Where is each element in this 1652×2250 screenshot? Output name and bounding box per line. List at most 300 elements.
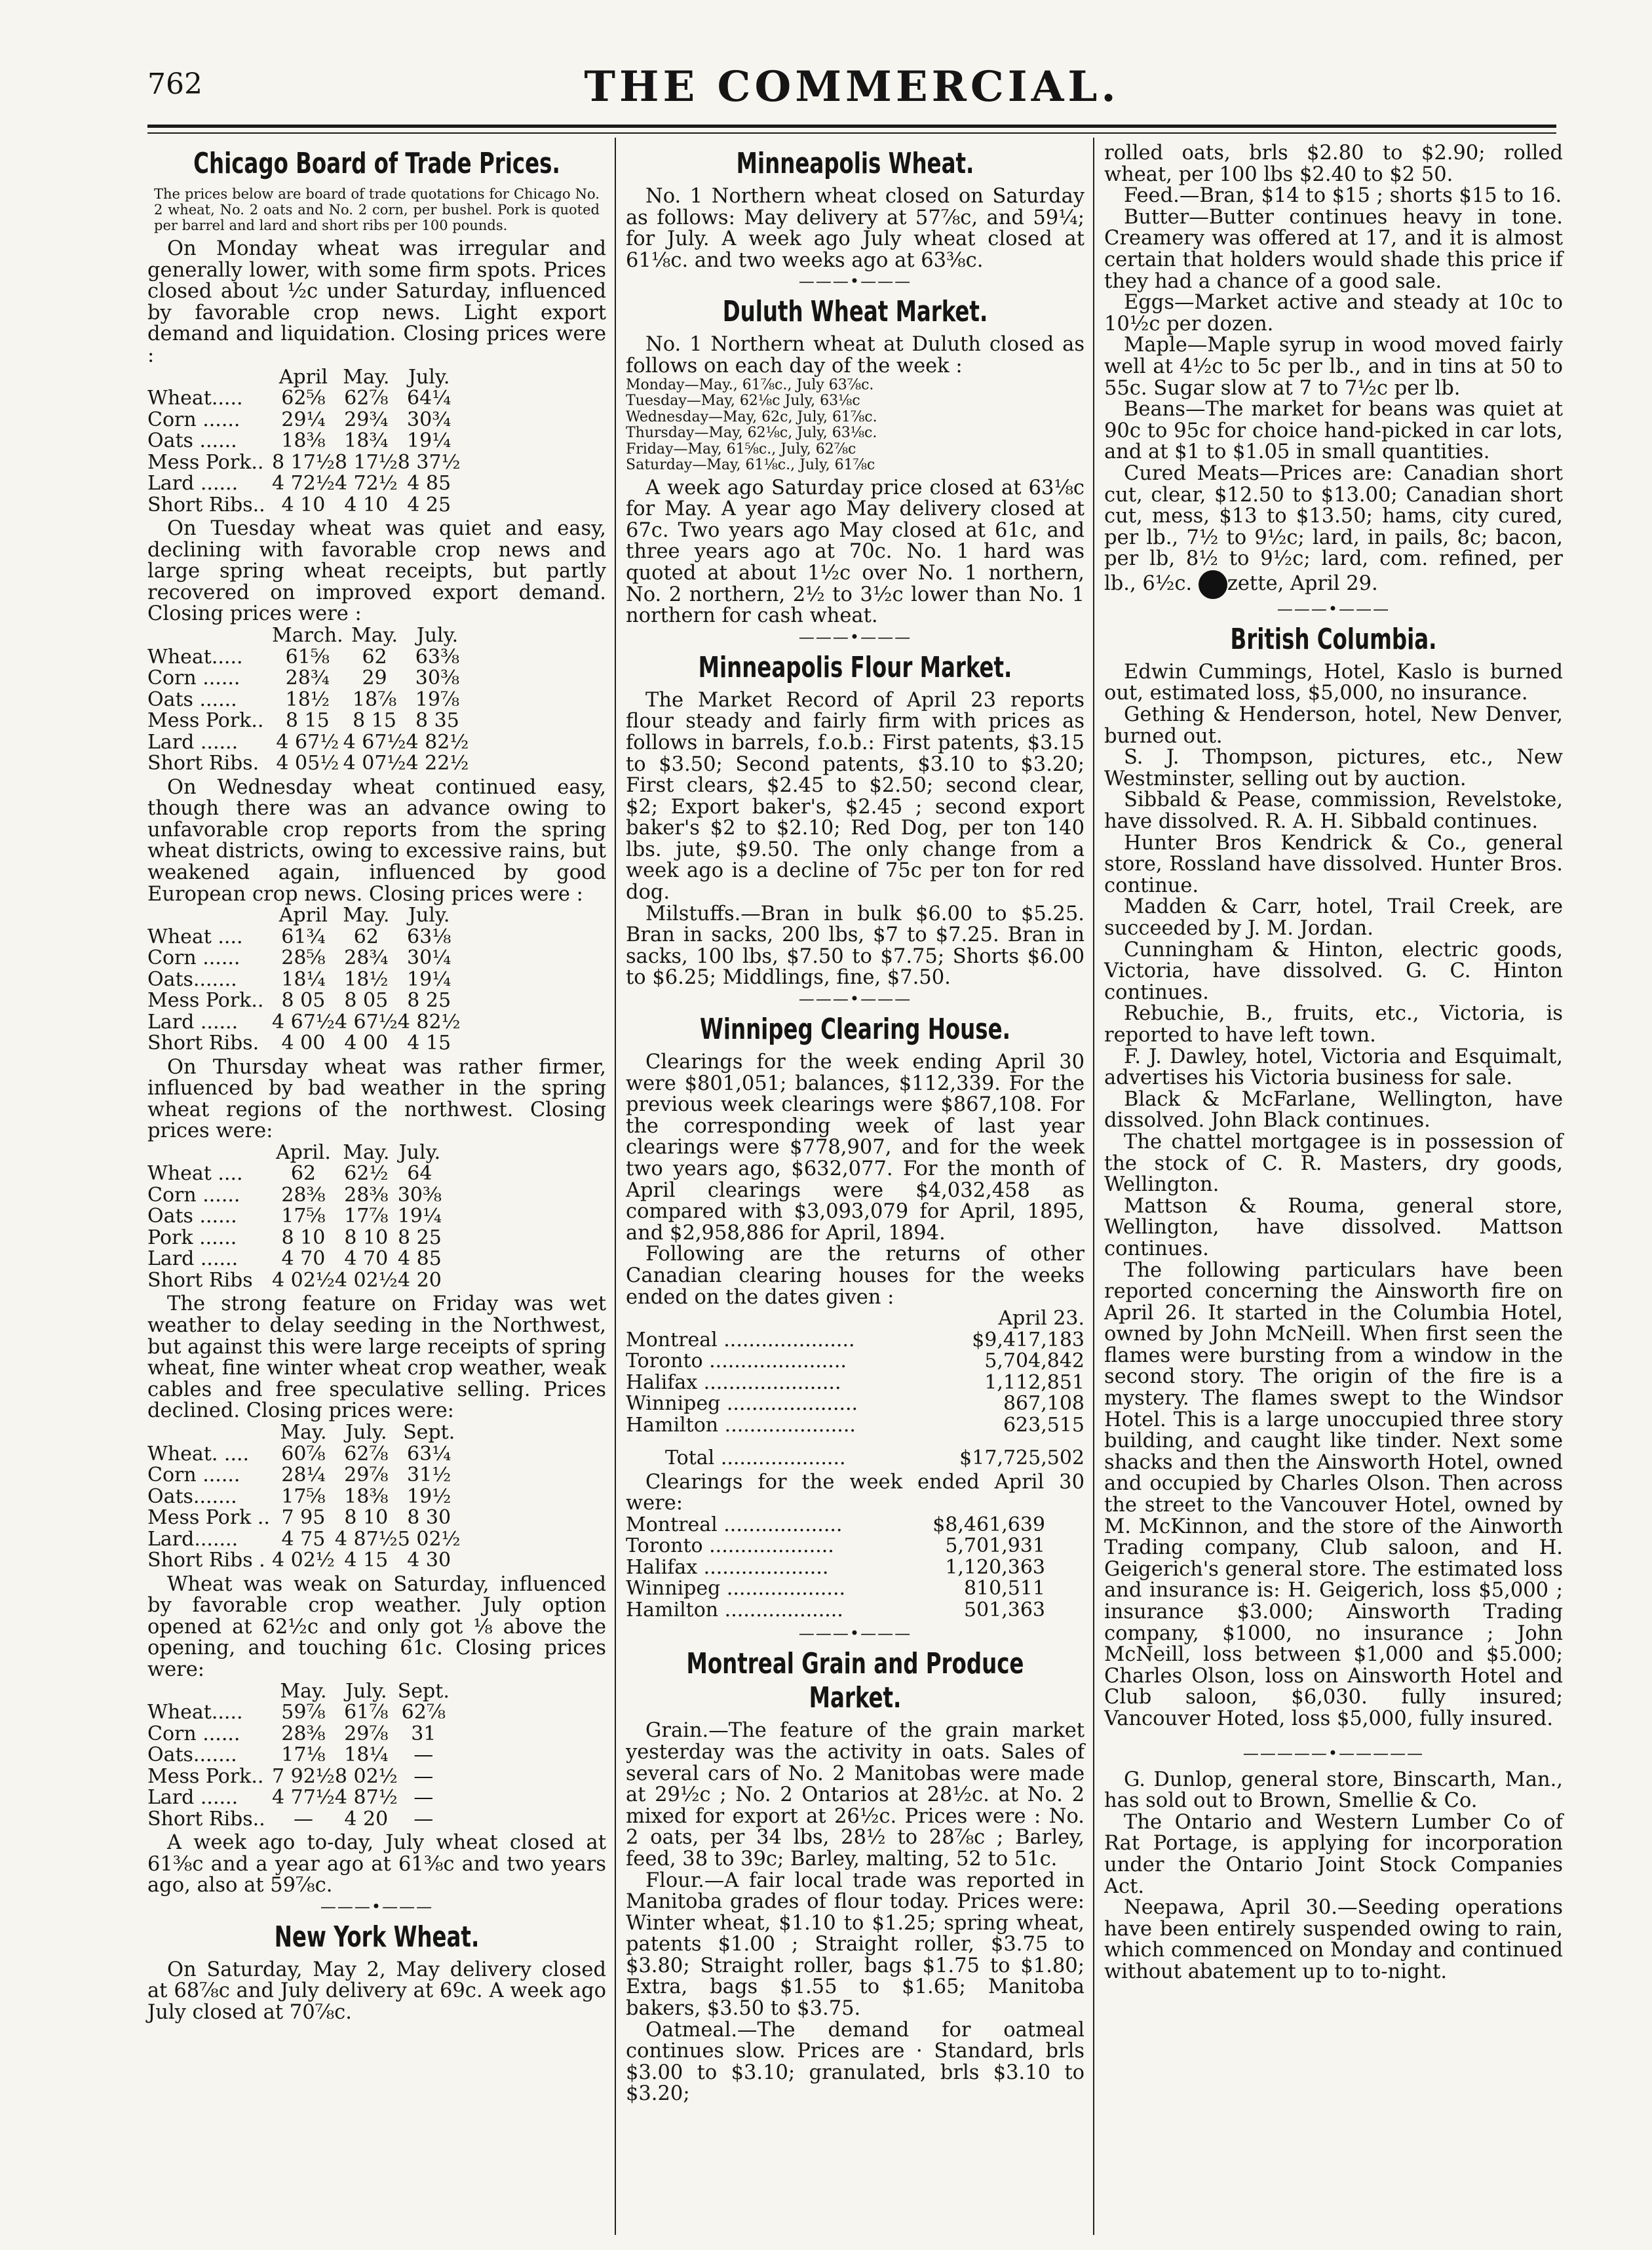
commodity-label: Corn ...... xyxy=(147,1464,240,1487)
table-row xyxy=(626,1536,1045,1557)
table-row xyxy=(626,1415,1085,1437)
chicago-thursday: On Thursday wheat was rather firmer, influenced by bad weather in the spring wheat regions of the northwest. Closing prices were: xyxy=(147,1055,606,1143)
price-cell: 19¼ xyxy=(397,1205,442,1228)
price-cell: 8 02½ xyxy=(334,1764,398,1788)
city-label: Winnipeg ................... xyxy=(626,1577,846,1600)
price-cell: 4 05½ xyxy=(276,752,339,775)
table-row xyxy=(626,1372,1085,1394)
flour-text-1: The Market Record of April 23 reports flour steady and fairly firm with prices as follows in barrels, f.o.b.: First patents, $3.15 to $3.50; Second patents, $3.10 to $3.20; First clears, $2.45 to $2.50; second clear, $2; Export baker's, $2.45 ; second export baker's $2 to $2.10; Red Dog, per ton 140 lbs. jute, $9.50. The only change from a week ago is a decline of 75c per ton for red dog. xyxy=(626,688,1085,904)
table-row xyxy=(147,1465,461,1486)
city-label: Hamilton ..................... xyxy=(626,1413,856,1437)
table-column-header: April. xyxy=(275,1140,331,1164)
clearings-date: April 23. xyxy=(998,1307,1085,1330)
separator-ornament: ———•——— xyxy=(798,627,912,646)
table-row xyxy=(147,1766,450,1788)
price-cell: 8 10 xyxy=(344,1506,389,1530)
bc-heading: British Columbia. xyxy=(1230,622,1437,656)
price-cell: 8 10 xyxy=(344,1226,389,1249)
montreal-oatmeal: Oatmeal.—The demand for oatmeal continues slow. Prices are · Standard, brls $3.00 to $3.10; granulated, brls $3.10 to $3.20; xyxy=(626,2018,1085,2106)
price-cell: 29 xyxy=(362,667,387,690)
news-item: Rebuchie, B., fruits, etc., Victoria, is reported to have left town. xyxy=(1104,1002,1563,1047)
chicago-table-thursday xyxy=(147,1142,442,1292)
price-cell: 61¾ xyxy=(281,925,326,948)
news-item: Hunter Bros Kendrick & Co., general store, Rossland have dissolved. Hunter Bros. continue. xyxy=(1104,831,1563,897)
price-cell: 19¼ xyxy=(407,967,451,991)
table-column-header: July. xyxy=(345,1421,387,1445)
table-row xyxy=(147,1249,442,1270)
feed-text: Feed.—Bran, $14 to $15 ; shorts $15 to 16. xyxy=(1124,184,1562,208)
flour-heading: Minneapolis Flour Market. xyxy=(698,650,1012,684)
table-row xyxy=(626,1351,1085,1372)
table-row xyxy=(147,431,461,452)
clearing-amount: 867,108 xyxy=(1003,1392,1085,1416)
separator-ornament: ———•——— xyxy=(798,990,912,1009)
table-column-header: July. xyxy=(345,1679,387,1703)
price-cell: 4 72½ xyxy=(334,472,398,495)
table-row xyxy=(147,1550,461,1572)
montreal-heading: Montreal Grain and Produce Market. xyxy=(686,1647,1024,1715)
price-cell: 4 70 xyxy=(344,1247,389,1271)
masthead-rule-thin xyxy=(147,132,1556,134)
price-cell: 28⅝ xyxy=(281,946,326,970)
price-cell: 4 30 xyxy=(407,1549,451,1572)
clearings-table-april-30 xyxy=(626,1515,1045,1621)
price-cell: 8 10 xyxy=(281,1226,326,1249)
duluth-heading: Duluth Wheat Market. xyxy=(722,295,988,329)
price-cell: 28¾ xyxy=(285,667,330,690)
table-row xyxy=(147,1270,442,1292)
commodity-label: Short Ribs.. xyxy=(147,493,265,516)
city-label: Montreal ................... xyxy=(626,1513,843,1536)
commodity-label: Corn ...... xyxy=(147,408,240,431)
price-cell: 18¼ xyxy=(344,1743,389,1766)
table-row xyxy=(147,1185,442,1207)
clearing-amount: 501,363 xyxy=(963,1598,1045,1621)
price-cell: — xyxy=(413,1786,434,1809)
table-row xyxy=(147,689,469,711)
clearings-table-april-23 xyxy=(626,1308,1085,1469)
chicago-friday: The strong feature on Friday was wet weather to delay seeding in the Northwest, but against this were large receipts of spring wheat, fine winter wheat crop weather, weak cables and free speculative selling. Prices declined. Closing prices were: xyxy=(147,1292,606,1423)
winnipeg-heading: Winnipeg Clearing House. xyxy=(700,1013,1010,1047)
price-cell: 17⅝ xyxy=(281,1484,326,1508)
price-cell: 4 02½ xyxy=(272,1268,335,1292)
table-row xyxy=(147,1529,461,1551)
table-row xyxy=(626,1515,1045,1536)
table-row xyxy=(147,1444,461,1465)
price-cell: 31 xyxy=(411,1722,436,1745)
meats-text xyxy=(1104,463,1563,599)
commodity-label: Lard ...... xyxy=(147,1010,239,1034)
news-item: F. J. Dawley, hotel, Victoria and Esquimalt, advertises his Victoria business for sale. xyxy=(1104,1045,1563,1090)
news-item: The Ontario and Western Lumber Co of Rat Portage, is applying for incorporation under the Ontario Joint Stock Companies Act. xyxy=(1104,1810,1563,1898)
price-cell: 61⅝ xyxy=(285,645,330,669)
price-cell: 4 77½ xyxy=(272,1786,335,1809)
commodity-label: Oats ...... xyxy=(147,429,237,453)
price-cell: 4 87½ xyxy=(334,1786,398,1809)
price-cell: 4 82½ xyxy=(406,730,469,754)
commodity-label: Oats....... xyxy=(147,1743,237,1766)
clearing-amount: 5,701,931 xyxy=(945,1534,1045,1558)
price-cell: 19⅞ xyxy=(415,688,460,711)
price-cell: 8 17½ xyxy=(334,450,398,474)
commodity-label: Mess Pork.. xyxy=(147,450,264,474)
commodity-label: Wheat..... xyxy=(147,387,243,410)
table-column-header: May. xyxy=(343,1140,390,1164)
price-cell: 62 xyxy=(362,645,387,669)
newyork-text: On Saturday, May 2, May delivery closed at 68⅞c and July delivery at 69c. A week ago July closed at 70⅞c. xyxy=(147,1958,606,2024)
city-label: Toronto .................... xyxy=(626,1534,834,1558)
price-cell: 18½ xyxy=(285,688,330,711)
price-cell: 18¾ xyxy=(344,429,389,453)
table-column-header: July. xyxy=(416,624,459,648)
news-item: S. J. Thompson, pictures, etc., New Westminster, selling out by auction. xyxy=(1104,746,1563,790)
commodity-label: Lard ...... xyxy=(147,472,239,495)
montreal-flour: Flour.—A fair local trade was reported in Manitoba grades of flour today. Prices were: Winter wheat, $1.10 to $1.25; spring wheat, patents $1.00 ; Straight roller, $3.75 to $3.80; Straight roller, bags $1.75 to $1.80; Extra, bags $1.55 to $1.65; Manitoba bakers, $3.50 to $3.75. xyxy=(626,1869,1085,2021)
table-column-header: May. xyxy=(351,624,398,648)
table-column-header: April xyxy=(279,904,328,927)
winnipeg-text-3: Clearings for the week ended April 30 were: xyxy=(626,1470,1085,1515)
commodity-label: Corn ...... xyxy=(147,1183,240,1207)
price-cell: 8 15 xyxy=(285,709,330,733)
duluth-text: A week ago Saturday price closed at 63⅛c for May. A year ago May delivery closed at 67c. Two years ago May closed at 61c, and three years ago at 70c. No. 1 hard was quoted at about 1½c over No. 1 northern, No. 2 northern, 2½ to 3½c lower than No. 1 northern for cash wheat. xyxy=(626,476,1085,628)
price-cell: 8 37½ xyxy=(397,450,461,474)
commodity-label: Lard ...... xyxy=(147,1247,239,1271)
eggs-text: Eggs—Market active and steady at 10c to 10½c per dozen. xyxy=(1104,291,1563,336)
price-cell: — xyxy=(293,1807,313,1831)
commodity-label: Short Ribs. xyxy=(147,1032,259,1055)
table-column-header: May. xyxy=(343,365,390,389)
price-cell: 4 15 xyxy=(407,1032,451,1055)
butter-text: Butter—Butter continues heavy in tone. Creamery was offered at 17, and it is almost certain that holders would shade this price if they had a chance of a good sale. xyxy=(1104,205,1563,293)
news-item: The chattel mortgagee is in possession of the stock of C. R. Masters, dry goods, Wellington. xyxy=(1104,1130,1563,1197)
price-cell: 62 xyxy=(353,925,379,948)
commodity-label: Lard....... xyxy=(147,1527,239,1551)
commodity-label: Short Ribs . xyxy=(147,1549,265,1572)
price-cell: 28⅜ xyxy=(344,1183,389,1207)
price-cell: 29¼ xyxy=(281,408,326,431)
price-cell: 4 15 xyxy=(344,1549,389,1572)
price-cell: 4 20 xyxy=(344,1807,389,1831)
table-row xyxy=(147,1787,450,1809)
minneapolis-heading: Minneapolis Wheat. xyxy=(736,147,974,180)
price-cell: 4 22½ xyxy=(406,752,469,775)
price-cell: 63¼ xyxy=(407,1442,451,1465)
clearings-total: $17,725,502 xyxy=(959,1446,1085,1470)
winnipeg-text-2: Following are the returns of other Canadian clearing houses for the weeks ended on the dates given : xyxy=(626,1243,1085,1309)
price-cell: 62⅞ xyxy=(344,1442,389,1465)
column-2 xyxy=(626,143,1085,2105)
price-cell: 62⅝ xyxy=(281,387,326,410)
price-cell: 18⅞ xyxy=(352,688,397,711)
price-cell: 4 10 xyxy=(281,493,326,516)
city-label: Toronto ...................... xyxy=(626,1349,847,1373)
table-row xyxy=(147,410,461,431)
price-cell: 28¾ xyxy=(344,946,389,970)
table-row xyxy=(147,647,469,669)
masthead-rule-thick xyxy=(147,125,1556,128)
price-cell: 4 82½ xyxy=(397,1010,461,1034)
table-row xyxy=(147,948,461,969)
price-cell: 19¼ xyxy=(407,429,451,453)
table-row xyxy=(147,1809,450,1831)
clearing-amount: 810,511 xyxy=(963,1577,1045,1600)
commodity-label: Mess Pork.. xyxy=(147,709,264,733)
price-cell: 4 75 xyxy=(281,1527,326,1551)
column-1 xyxy=(147,143,606,2024)
commodity-label: Short Ribs.. xyxy=(147,1807,265,1831)
separator-ornament: ———•——— xyxy=(798,1624,912,1643)
price-cell: 61⅞ xyxy=(344,1701,389,1724)
clearing-amount: $9,417,183 xyxy=(972,1328,1085,1351)
clearing-amount: 623,515 xyxy=(1003,1413,1085,1437)
commodity-label: Oats....... xyxy=(147,967,237,991)
commodity-label: Oats ...... xyxy=(147,688,237,711)
price-cell: 28⅜ xyxy=(281,1722,326,1745)
table-row xyxy=(147,668,469,689)
clearings-total-label: Total .................... xyxy=(665,1446,846,1470)
news-item: Neepawa, April 30.—Seeding operations have been entirely suspended owing to rain, which commenced on Monday and continued without abatement up to to-night. xyxy=(1104,1896,1563,1983)
price-cell: 19½ xyxy=(407,1484,451,1508)
table-column-header: May. xyxy=(343,904,390,927)
duluth-intro: No. 1 Northern wheat at Duluth closed as follows on each day of the week : xyxy=(626,333,1085,378)
price-cell: 18¼ xyxy=(281,967,326,991)
price-cell: 5 02½ xyxy=(397,1527,461,1551)
meats-source: zette, April 29. xyxy=(1227,572,1378,595)
price-cell: 4 07½ xyxy=(343,752,406,775)
winnipeg-text-1: Clearings for the week ending April 30 were $801,051; balances, $112,339. For the previous week clearings were $867,108. For the corresponding week of last year clearings were $778,907, and for the week two years ago, $632,077. For the month of April clearings were $4,032,458 as compared with $3,093,079 for April, 1895, and $2,958,886 for April, 1894. xyxy=(626,1051,1085,1245)
table-row xyxy=(147,732,469,754)
chicago-saturday: Wheat was weak on Saturday, influenced by favorable crop weather. July option opened at 62½c and only got ⅛ above the opening, and touching 61c. Closing prices were: xyxy=(147,1572,606,1681)
price-cell: 4 67½ xyxy=(334,1010,398,1034)
masthead xyxy=(147,62,1556,121)
separator-ornament: —————•————— xyxy=(1242,1743,1425,1762)
price-cell: 4 02½ xyxy=(334,1268,398,1292)
price-cell: 4 67½ xyxy=(276,730,339,754)
price-cell: 62 xyxy=(290,1162,317,1186)
news-item: Gething & Henderson, hotel, New Denver, burned out. xyxy=(1104,703,1563,748)
chicago-table-friday xyxy=(147,1422,461,1572)
price-cell: 4 25 xyxy=(407,493,451,516)
city-label: Halifax ...................... xyxy=(626,1370,841,1394)
duluth-daily-line: Friday—May, 61⅝c., July, 62⅞c xyxy=(626,440,856,457)
table-row xyxy=(147,452,461,474)
table-row xyxy=(147,495,461,516)
montreal-grain: Grain.—The feature of the grain market yesterday was the activity in oats. Sales of several cars of No. 2 Manitobas were made at 29½c ; No. 2 Ontarios at 28½c. at No. 2 mixed for export at 26½c. Prices were : No. 2 oats, per 34 lbs, 28½ to 28⅞c ; Barley, feed, 38 to 39c; Barley, malting, 52 to 51c. xyxy=(626,1719,1085,1871)
bc-items xyxy=(1104,662,1563,1730)
chicago-table-wednesday xyxy=(147,905,461,1055)
table-row xyxy=(147,1745,450,1766)
commodity-label: Corn ...... xyxy=(147,667,240,690)
price-cell: 17⅛ xyxy=(281,1743,326,1766)
commodity-label: Oats....... xyxy=(147,1484,237,1508)
column-divider-2 xyxy=(1093,138,1094,2235)
city-label: Montreal ..................... xyxy=(626,1328,855,1351)
commodity-label: Mess Pork.. xyxy=(147,989,264,1013)
price-cell: 28¼ xyxy=(281,1464,326,1487)
separator-ornament: ———•——— xyxy=(1277,599,1391,618)
table-row xyxy=(147,710,469,732)
commodity-label: Pork ...... xyxy=(147,1226,237,1249)
commodity-label: Mess Pork.. xyxy=(147,1764,264,1788)
city-label: Halifax .................... xyxy=(626,1555,829,1579)
chicago-table-monday xyxy=(147,367,461,516)
separator-ornament: ———•——— xyxy=(320,1897,434,1916)
commodity-label: Lard ...... xyxy=(147,1786,239,1809)
table-row xyxy=(147,1702,450,1724)
price-cell: 31½ xyxy=(407,1464,451,1487)
price-cell: 30¾ xyxy=(407,408,451,431)
price-cell: 4 72½ xyxy=(272,472,335,495)
commodity-label: Short Ribs. xyxy=(147,752,259,775)
minneapolis-text: No. 1 Northern wheat closed on Saturday as follows: May delivery at 57⅞c, and 59¼; for July. A week ago July wheat closed at 61⅛c. and two weeks ago at 63⅜c. xyxy=(626,185,1085,272)
price-cell: — xyxy=(413,1764,434,1788)
table-row xyxy=(626,1600,1045,1621)
flour-text-2: Milstuffs.—Bran in bulk $6.00 to $5.25. Bran in sacks, 200 lbs, $7 to $7.25. Bran in sacks, 100 lbs, $7.50 to $7.75; Shorts $6.00 to $6.25; Middlings, fine, $7.50. xyxy=(626,902,1085,990)
table-row xyxy=(626,1578,1045,1600)
commodity-label: Mess Pork .. xyxy=(147,1506,270,1530)
clearing-amount: 5,704,842 xyxy=(984,1349,1085,1373)
commodity-label: Wheat .... xyxy=(147,1162,243,1186)
chicago-heading: Chicago Board of Trade Prices. xyxy=(193,147,560,180)
page-number: 762 xyxy=(147,68,202,101)
table-row xyxy=(147,753,469,775)
price-cell: 62⅞ xyxy=(344,387,389,410)
chicago-monday: On Monday wheat was irregular and generally lower, with some firm spots. Prices closed about ½c under Saturday, influenced by favorable crop news. Light export demand and liquidation. Closing prices were : xyxy=(147,237,606,367)
separator-ornament: ———•——— xyxy=(798,272,912,291)
price-cell: 4 67½ xyxy=(272,1010,335,1034)
column-3 xyxy=(1104,143,1563,1983)
price-cell: 4 20 xyxy=(397,1268,442,1292)
duluth-daily-line: Tuesday—May, 62⅛c July, 63⅛c xyxy=(626,393,860,410)
price-cell: 30¼ xyxy=(407,946,451,970)
price-cell: 59⅞ xyxy=(281,1701,326,1724)
table-row xyxy=(147,1724,450,1745)
price-cell: — xyxy=(413,1743,434,1766)
table-row xyxy=(147,388,461,410)
chicago-tuesday: On Tuesday wheat was quiet and easy, declining with favorable crop news and large spring wheat receipts, but partly recovered on improved export demand. Closing prices were : xyxy=(147,517,606,626)
price-cell: 18½ xyxy=(344,967,389,991)
price-cell: 64¼ xyxy=(407,387,451,410)
price-cell: 4 70 xyxy=(281,1247,326,1271)
beans-text: Beans—The market for beans was quiet at 90c to 95c for choice hand-picked in car lots, and at $1 to $1.05 in small quantities. xyxy=(1104,398,1563,464)
price-cell: 18⅜ xyxy=(344,1484,389,1508)
table-column-header: July. xyxy=(398,1140,441,1164)
table-column-header: May. xyxy=(280,1679,327,1703)
price-cell: 29¾ xyxy=(344,408,389,431)
duluth-daily-prices xyxy=(626,378,1085,474)
table-row xyxy=(147,990,461,1012)
commodity-label: Oats ...... xyxy=(147,1205,237,1228)
price-cell: 8 17½ xyxy=(272,450,335,474)
price-cell: 30⅜ xyxy=(415,667,460,690)
commodity-label: Lard ...... xyxy=(147,730,239,754)
price-cell: 63⅜ xyxy=(415,645,460,669)
price-cell: — xyxy=(413,1807,434,1831)
meats-body: Cured Meats—Prices are: Canadian short cut, clear, $12.50 to $13.00; Canadian short cut, mess, $13 to $13.50; hams, city cured, per lb., 7½ to 9½c; lard, in pails, 8c; bacon, per lb, 8½ to 9½c; lard, com. refined, per lb., 6½c. xyxy=(1104,461,1563,595)
price-cell: 62½ xyxy=(344,1162,389,1186)
table-row xyxy=(147,969,461,991)
price-cell: 4 10 xyxy=(344,493,389,516)
price-cell: 7 95 xyxy=(281,1506,326,1530)
news-item: Cunningham & Hinton, electric goods, Victoria, have dissolved. G. C. Hinton continues. xyxy=(1104,938,1563,1004)
table-column-header: July. xyxy=(408,904,450,927)
chicago-table-saturday xyxy=(147,1681,450,1831)
price-cell: 30⅜ xyxy=(397,1183,442,1207)
price-cell: 4 87½ xyxy=(334,1527,398,1551)
news-item: Mattson & Rouma, general store, Wellington, have dissolved. Mattson continues. xyxy=(1104,1194,1563,1260)
table-row xyxy=(147,1012,461,1034)
table-row xyxy=(147,1486,461,1508)
clearing-amount: 1,120,363 xyxy=(945,1555,1045,1579)
price-cell: 28⅜ xyxy=(281,1183,326,1207)
news-item: The following particulars have been reported concerning the Ainsworth fire on April 26. It started in the Columbia Hotel, owned by John McNeill. When first seen the flames were bursting from a window in the second story. The origin of the fire is a mystery. The flames swept to the Windsor Hotel. This is a large unoccupied three story building, and caught like tinder. Next some shacks and then the Ainsworth Hotel, owned and occupied by Charles Olson. Then across the street to the Vancouver Hotel, owned by M. McKinnon, and the store of the Ainworth Trading company, Club saloon, and H. Geigerich's general store. The estimated loss and insurance is: H. Geigerich, loss $5,000 ; insurance $3.000; Ainsworth Trading company, $1000, no insurance ; John McNeill, loss between $1,000 and $5.000; Charles Olson, loss on Ainsworth Hotel and Club saloon, $6,030. fully insured; Vancouver Hoted, loss $5,000, fully insured. xyxy=(1104,1258,1563,1730)
montreal-continued: rolled oats, brls $2.80 to $2.90; rolled wheat, per 100 lbs $2.40 to $2 50. xyxy=(1104,142,1563,186)
price-cell: 8 05 xyxy=(281,989,326,1013)
price-cell: 7 92½ xyxy=(272,1764,335,1788)
price-cell: 17⅝ xyxy=(281,1205,326,1228)
chicago-table-tuesday xyxy=(147,625,469,775)
table-column-header: Sept. xyxy=(403,1421,455,1445)
price-cell: 8 30 xyxy=(407,1506,451,1530)
table-row xyxy=(147,1228,442,1249)
commodity-label: Wheat .... xyxy=(147,925,243,948)
city-label: Winnipeg ..................... xyxy=(626,1392,858,1416)
newyork-heading: New York Wheat. xyxy=(274,1920,480,1954)
table-row xyxy=(147,1163,442,1185)
table-column-header: July. xyxy=(408,365,450,389)
chicago-wednesday: On Wednesday wheat continued easy, though there was an advance owing to unfavorable crop reports from the spring wheat districts, owing to excessive rains, but weakened again, influenced by good European crop news. Closing prices were : xyxy=(147,775,606,906)
table-row xyxy=(147,1507,461,1529)
duluth-daily-line: Thursday—May, 62⅛c, July, 63⅛c. xyxy=(626,425,877,442)
price-cell: 8 15 xyxy=(353,709,396,733)
commodity-label: Wheat. .... xyxy=(147,1442,250,1465)
clearing-amount: 1,112,851 xyxy=(984,1370,1085,1394)
price-cell: 64 xyxy=(407,1162,432,1186)
duluth-daily-line: Saturday—May, 61⅛c., July, 61⅞c xyxy=(626,457,875,474)
column-divider-1 xyxy=(615,138,616,2235)
misc-items xyxy=(1104,1770,1563,1983)
price-cell: 18⅜ xyxy=(281,429,326,453)
table-row xyxy=(147,473,461,495)
table-column-header: April xyxy=(279,365,328,389)
table-row xyxy=(147,1033,461,1055)
price-cell: 29⅞ xyxy=(344,1722,389,1745)
commodity-label: Wheat..... xyxy=(147,1701,243,1724)
clearing-amount: $8,461,639 xyxy=(932,1513,1045,1536)
table-column-header: May. xyxy=(280,1421,327,1445)
commodity-label: Corn ...... xyxy=(147,1722,240,1745)
price-cell: 8 35 xyxy=(415,709,459,733)
price-cell: 8 05 xyxy=(344,989,389,1013)
table-column-header: Sept. xyxy=(397,1679,450,1703)
news-item: Black & McFarlane, Wellington, have dissolved. John Black continues. xyxy=(1104,1087,1563,1133)
price-cell: 4 85 xyxy=(397,1247,442,1271)
price-cell: 63⅛ xyxy=(407,925,451,948)
news-item: Madden & Carr, hotel, Trail Creek, are succeeded by J. M. Jordan. xyxy=(1104,895,1563,940)
newspaper-title: THE COMMERCIAL. xyxy=(584,62,1120,111)
maple-text: Maple—Maple syrup in wood moved fairly well at 4½c to 5c per lb., and in tins at 50 to 55c. Sugar slow at 7 to 7½c per lb. xyxy=(1104,334,1563,400)
ink-blot xyxy=(1199,570,1227,599)
table-row xyxy=(626,1393,1085,1415)
chicago-week-ago: A week ago to-day, July wheat closed at 61⅜c and a year ago at 61⅜c and two years ago, also at 59⅞c. xyxy=(147,1831,606,1897)
duluth-daily-line: Monday—May., 61⅞c., July 63⅞c. xyxy=(626,376,874,393)
commodity-label: Corn ...... xyxy=(147,946,240,970)
commodity-label: Wheat..... xyxy=(147,645,243,669)
news-item: Sibbald & Pease, commission, Revelstoke, have dissolved. R. A. H. Sibbald continues. xyxy=(1104,788,1563,834)
price-cell: 17⅞ xyxy=(344,1205,389,1228)
news-item: G. Dunlop, general store, Binscarth, Man., has sold out to Brown, Smellie & Co. xyxy=(1104,1768,1563,1813)
table-column-header: March. xyxy=(272,624,343,648)
